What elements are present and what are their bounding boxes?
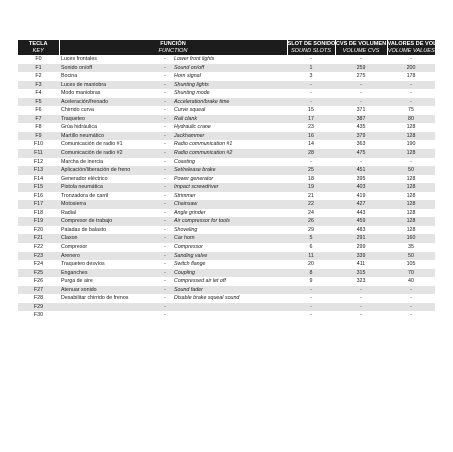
- header-key-sub: KEY: [18, 48, 59, 55]
- cell-cv: 363: [356, 141, 366, 148]
- cell-key: F18: [33, 209, 44, 216]
- cell-vol: 128: [406, 192, 416, 199]
- cell-cv: 459: [335, 217, 387, 226]
- cell-slot: 11: [287, 252, 335, 261]
- cell-en: Power generator: [174, 175, 214, 182]
- cell-en: Hydraulic crane: [174, 124, 211, 131]
- cell-key: F14: [33, 175, 44, 182]
- cell-cv: 291: [335, 234, 387, 243]
- cell-key: F30: [33, 312, 44, 319]
- cell-cv: 475: [335, 149, 387, 158]
- table-row: [18, 260, 435, 269]
- cell-cv: 371: [356, 107, 366, 114]
- cell-cv: -: [335, 81, 387, 90]
- cell-vol: 190: [406, 141, 416, 148]
- cell-dash: -: [160, 132, 170, 141]
- table-row: [18, 132, 435, 141]
- cell-es: Paladas de balasto: [61, 226, 107, 233]
- cell-es: Tronzadora de carril: [61, 192, 109, 199]
- cell-dash: -: [164, 124, 166, 131]
- cell-slot: 28: [287, 149, 335, 158]
- cell-dash: -: [160, 286, 170, 295]
- cell-en: Radio communication #1: [174, 141, 233, 148]
- table-row: [18, 243, 435, 252]
- cell-cv: 427: [335, 200, 387, 209]
- cell-cv: 379: [335, 132, 387, 141]
- cell-vol: -: [387, 81, 435, 90]
- cell-dash: -: [164, 158, 166, 165]
- cell-en: Car horn: [170, 234, 287, 243]
- cell-dash: -: [160, 149, 170, 158]
- cell-cv: 443: [356, 209, 366, 216]
- cell-slot: 5: [287, 234, 335, 243]
- cell-en: Set/release brake: [170, 166, 287, 175]
- cell-vol: 128: [387, 217, 435, 226]
- cell-cv: -: [335, 98, 387, 107]
- cell-key: F20: [33, 226, 44, 233]
- cell-es: Pistola neumática: [59, 183, 160, 192]
- cell-key: F22: [33, 244, 44, 251]
- header-cv: CVS DE VOLUMEN: [335, 41, 387, 47]
- cell-cv: 275: [356, 73, 366, 80]
- table-body: [18, 55, 435, 320]
- cell-vol: -: [387, 98, 435, 107]
- cell-es: Enganches: [59, 269, 160, 278]
- cell-vol: 40: [408, 278, 414, 285]
- table-row: [18, 234, 435, 243]
- cell-es: Marcha de inercia: [61, 158, 104, 165]
- table-row: [18, 286, 435, 295]
- cell-slot: 26: [287, 217, 335, 226]
- cell-cv: -: [360, 295, 362, 302]
- cell-es: Generador eléctrico: [61, 175, 108, 182]
- cell-es: Motosierra: [59, 200, 160, 209]
- cell-vol: 128: [387, 149, 435, 158]
- cell-dash: -: [164, 175, 166, 182]
- table-row: [18, 98, 435, 107]
- table-row: [18, 269, 435, 278]
- cell-en: Shunting lights: [170, 81, 287, 90]
- cell-dash: -: [164, 90, 166, 97]
- table-row: [18, 175, 435, 184]
- cell-vol: 75: [408, 107, 414, 114]
- cell-vol: -: [410, 312, 412, 319]
- cell-key: F15: [18, 183, 59, 192]
- cell-cv: 323: [356, 278, 366, 285]
- cell-es: Grúa hidráulica: [61, 124, 97, 131]
- cell-en: Curve squeal: [174, 107, 206, 114]
- table-row: [18, 192, 435, 201]
- cell-slot: 24: [308, 209, 314, 216]
- cell-cv: 411: [356, 261, 366, 268]
- cell-en: Impact screwdriver: [170, 183, 287, 192]
- table-row: [18, 294, 435, 303]
- table-row: [18, 209, 435, 218]
- cell-es: [59, 303, 160, 312]
- cell-en: Shoveling: [174, 226, 198, 233]
- table-row: [18, 158, 435, 167]
- cell-es: Sonido on/off: [59, 64, 160, 73]
- cell-es: Bocina: [61, 73, 78, 80]
- table-row: [18, 140, 435, 149]
- cell-slot: 15: [308, 107, 314, 114]
- cell-slot: 17: [287, 115, 335, 124]
- header-function-sub: FUNCTION: [59, 48, 287, 55]
- cell-slot: 16: [287, 132, 335, 141]
- cell-slot: -: [310, 158, 312, 165]
- cell-vol: 128: [387, 132, 435, 141]
- cell-dash: -: [160, 183, 170, 192]
- cell-cv: -: [360, 56, 362, 62]
- cell-cv: 435: [356, 124, 366, 131]
- cell-en: [170, 303, 287, 312]
- table-row: [18, 217, 435, 226]
- cell-cv: -: [335, 286, 387, 295]
- cell-es: Arenero: [59, 252, 160, 261]
- cell-key: F29: [18, 303, 59, 312]
- cell-dash: -: [164, 192, 166, 199]
- header-volume-sub: VOLUME VALUES: [387, 48, 435, 54]
- cell-key: F6: [35, 107, 42, 114]
- cell-key: F26: [33, 278, 44, 285]
- table-row: [18, 183, 435, 192]
- cell-es: Desabilitar chirrido de frenos: [61, 295, 129, 302]
- cell-slot: -: [287, 81, 335, 90]
- cell-dash: -: [160, 64, 170, 73]
- table-row: [18, 81, 435, 90]
- cell-vol: 50: [387, 252, 435, 261]
- table-row: [18, 64, 435, 73]
- cell-key: F17: [18, 200, 59, 209]
- table-row: [18, 149, 435, 158]
- cell-es: Modo maniobras: [61, 90, 101, 97]
- cell-es: Traqueteo: [59, 115, 160, 124]
- cell-dash: -: [164, 56, 166, 62]
- cell-es: [59, 311, 160, 320]
- cell-slot: -: [287, 98, 335, 107]
- cell-key: F21: [18, 234, 59, 243]
- cell-slot: 21: [308, 192, 314, 199]
- table-row: [18, 72, 435, 81]
- cell-dash: -: [160, 303, 170, 312]
- cell-slot: 18: [308, 175, 314, 182]
- cell-vol: -: [410, 56, 412, 62]
- header-function: FUNCIÓN: [59, 40, 287, 48]
- cell-en: Compressor: [174, 244, 203, 251]
- cell-vol: 128: [406, 226, 416, 233]
- cell-slot: -: [310, 295, 312, 302]
- table-row: [18, 166, 435, 175]
- table-row: [18, 277, 435, 286]
- cell-slot: -: [310, 56, 312, 62]
- cell-slot: 29: [308, 226, 314, 233]
- cell-cv: 395: [356, 175, 366, 182]
- cell-en: Air compressor for tools: [170, 217, 287, 226]
- cell-key: F13: [18, 166, 59, 175]
- cell-vol: -: [410, 158, 412, 165]
- header-sound-slot: SLOT DE SONIDO: [287, 41, 336, 47]
- cell-en: Jackhammer: [170, 132, 287, 141]
- function-table: [18, 40, 453, 320]
- cell-key: F19: [18, 217, 59, 226]
- cell-slot: 14: [308, 141, 314, 148]
- cell-slot: 9: [309, 278, 313, 285]
- cell-vol: 50: [387, 166, 435, 175]
- cell-vol: -: [410, 90, 412, 97]
- cell-en: Compressed air let off: [174, 278, 226, 285]
- header-cv-sub: VOLUME CVS: [335, 48, 387, 55]
- cell-key: F5: [18, 98, 59, 107]
- cell-slot: 25: [287, 166, 335, 175]
- cell-en: Switch flange: [174, 261, 206, 268]
- cell-vol: 128: [387, 200, 435, 209]
- cell-slot: -: [310, 90, 312, 97]
- cell-es: Atenuar sonido: [59, 286, 160, 295]
- cell-en: Lower front lights: [174, 56, 215, 62]
- cell-dash: -: [164, 107, 166, 114]
- cell-slot: 19: [287, 183, 335, 192]
- cell-vol: 70: [387, 269, 435, 278]
- cell-en: Sanding valve: [170, 252, 287, 261]
- header-volume: VALORES DE VOLUMEN: [387, 41, 453, 47]
- cell-cv: 339: [335, 252, 387, 261]
- cell-vol: 128: [406, 124, 416, 131]
- cell-dash: -: [160, 234, 170, 243]
- cell-vol: 128: [406, 209, 416, 216]
- cell-en: Chainsaw: [170, 200, 287, 209]
- cell-es: Martillo neumático: [59, 132, 160, 141]
- cell-key: F12: [33, 158, 44, 165]
- cell-cv: -: [360, 158, 362, 165]
- table-row: [18, 115, 435, 124]
- table-row: [18, 89, 435, 98]
- table-row: [18, 226, 435, 235]
- cell-en: Sound on/off: [170, 64, 287, 73]
- cell-key: F28: [33, 295, 44, 302]
- cell-dash: -: [160, 98, 170, 107]
- table-row: [18, 55, 435, 64]
- header-sound-slot-sub: SOUND SLOTS: [287, 48, 335, 55]
- cell-vol: 178: [406, 73, 416, 80]
- cell-es: Luces de maniobra: [59, 81, 160, 90]
- cell-dash: -: [164, 141, 166, 148]
- cell-cv: 299: [356, 244, 366, 251]
- cell-es: Aceleración/frenado: [59, 98, 160, 107]
- cell-es: Purga de aire: [61, 278, 93, 285]
- table-header: [18, 40, 453, 55]
- cell-key: F25: [18, 269, 59, 278]
- cell-cv: -: [360, 90, 362, 97]
- cell-key: F9: [18, 132, 59, 141]
- cell-es: Compresor: [61, 244, 88, 251]
- cell-key: F23: [18, 252, 59, 261]
- cell-dash: -: [160, 252, 170, 261]
- cell-dash: -: [164, 278, 166, 285]
- cell-dash: -: [160, 269, 170, 278]
- cell-es: Claxon: [59, 234, 160, 243]
- cell-vol: -: [387, 286, 435, 295]
- cell-key: F27: [18, 286, 59, 295]
- table-row: [18, 303, 435, 312]
- cell-cv: 419: [356, 192, 366, 199]
- cell-dash: -: [160, 200, 170, 209]
- cell-cv: 403: [335, 183, 387, 192]
- cell-slot: 23: [308, 124, 314, 131]
- cell-en: Coasting: [174, 158, 195, 165]
- header-key: TECLA: [18, 40, 59, 48]
- cell-vol: 160: [387, 234, 435, 243]
- cell-en: Shunting mode: [174, 90, 210, 97]
- cell-vol: 128: [406, 175, 416, 182]
- cell-dash: -: [164, 73, 166, 80]
- cell-key: F16: [33, 192, 44, 199]
- cell-es: Comunicación de radio #1: [61, 141, 123, 148]
- cell-en: Angle grinder: [174, 209, 206, 216]
- cell-dash: -: [164, 244, 166, 251]
- cell-en: Rail clank: [170, 115, 287, 124]
- cell-dash: -: [160, 217, 170, 226]
- cell-cv: -: [360, 312, 362, 319]
- cell-cv: 483: [356, 226, 366, 233]
- cell-dash: -: [164, 261, 166, 268]
- cell-cv: 315: [335, 269, 387, 278]
- cell-dash: -: [160, 115, 170, 124]
- cell-en: Radio communication #2: [170, 149, 287, 158]
- cell-es: Aplicación/liberación de freno: [59, 166, 160, 175]
- cell-key: F8: [35, 124, 42, 131]
- cell-es: Radial: [61, 209, 77, 216]
- cell-dash: -: [164, 226, 166, 233]
- cell-slot: 3: [309, 73, 313, 80]
- cell-vol: 80: [387, 115, 435, 124]
- cell-dash: -: [164, 295, 166, 302]
- cell-key: F1: [18, 64, 59, 73]
- cell-en: Strimmer: [174, 192, 196, 199]
- cell-en: Horn signal: [174, 73, 201, 80]
- cell-key: F0: [35, 56, 42, 62]
- cell-en: [170, 311, 287, 320]
- cell-en: Disable brake squeal sound: [174, 295, 240, 302]
- cell-cv: -: [335, 303, 387, 312]
- cell-cv: 451: [335, 166, 387, 175]
- cell-es: Traqueteo desvíos: [61, 261, 105, 268]
- table-row: [18, 106, 435, 115]
- cell-en: Sound fader: [170, 286, 287, 295]
- cell-vol: 105: [406, 261, 416, 268]
- cell-key: F10: [33, 141, 44, 148]
- cell-slot: 22: [287, 200, 335, 209]
- cell-dash: -: [164, 312, 166, 319]
- cell-slot: 20: [308, 261, 314, 268]
- cell-en: Acceleration/brake time: [170, 98, 287, 107]
- cell-key: F7: [18, 115, 59, 124]
- cell-es: Compresor de trabajo: [59, 217, 160, 226]
- cell-dash: -: [160, 81, 170, 90]
- table-row: [18, 200, 435, 209]
- cell-key: F3: [18, 81, 59, 90]
- cell-slot: -: [287, 286, 335, 295]
- cell-slot: 8: [287, 269, 335, 278]
- cell-es: Chirrido curva: [61, 107, 94, 114]
- cell-slot: -: [310, 312, 312, 319]
- cell-es: Comunicación de radio #2: [59, 149, 160, 158]
- cell-dash: -: [160, 166, 170, 175]
- cell-vol: 35: [408, 244, 414, 251]
- cell-cv: 259: [335, 64, 387, 73]
- cell-key: F4: [35, 90, 42, 97]
- cell-en: Coupling: [170, 269, 287, 278]
- cell-slot: -: [287, 303, 335, 312]
- cell-vol: -: [410, 295, 412, 302]
- table-row: [18, 123, 435, 132]
- cell-vol: 200: [387, 64, 435, 73]
- cell-key: F11: [18, 149, 59, 158]
- cell-key: F24: [33, 261, 44, 268]
- table-row: [18, 252, 435, 261]
- cell-cv: 387: [335, 115, 387, 124]
- cell-key: F2: [35, 73, 42, 80]
- cell-vol: -: [387, 303, 435, 312]
- table-row: [18, 311, 435, 320]
- cell-es: Luces frontales: [61, 56, 97, 62]
- cell-dash: -: [164, 209, 166, 216]
- cell-vol: 128: [387, 183, 435, 192]
- cell-slot: 1: [287, 64, 335, 73]
- cell-slot: 6: [309, 244, 313, 251]
